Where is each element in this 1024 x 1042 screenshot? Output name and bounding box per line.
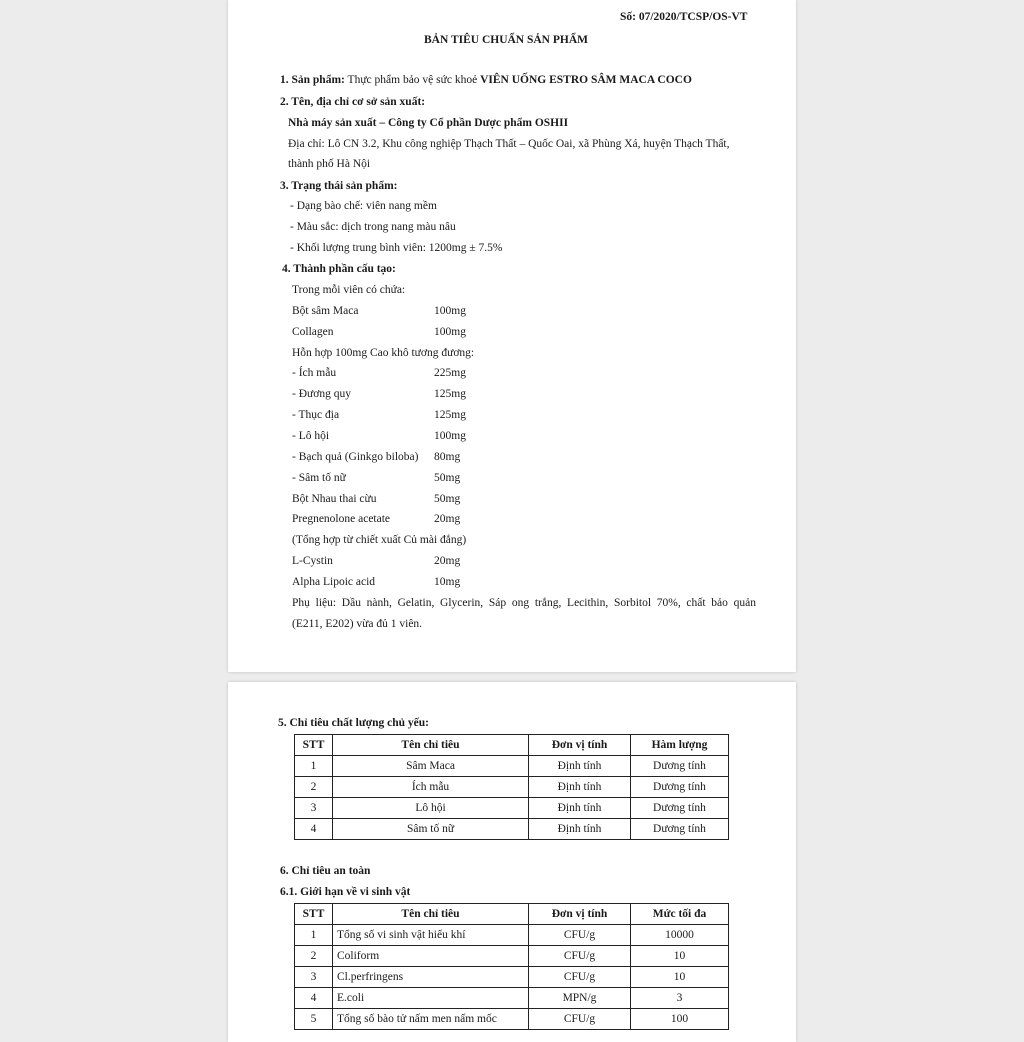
table-row xyxy=(295,946,729,967)
section-2-heading: 2. Tên, địa chỉ cơ sở sản xuất: xyxy=(280,96,426,108)
column-header: Mức tối đa xyxy=(631,904,729,925)
ingredient-amount: 225mg xyxy=(434,367,466,379)
table-cell: Định tính xyxy=(529,756,631,777)
table-cell: 10 xyxy=(631,967,729,988)
ingredient-amount: 50mg xyxy=(434,493,461,505)
ingredient-name: - Ích mẫu xyxy=(292,367,337,379)
table-row xyxy=(295,819,729,840)
table-cell: MPN/g xyxy=(529,988,631,1009)
column-header: Đơn vị tính xyxy=(529,735,631,756)
section-1-label: 1. Sản phẩm: xyxy=(280,74,345,86)
doc-title: BẢN TIÊU CHUẨN SẢN PHẨM xyxy=(424,34,588,46)
table-cell: 10 xyxy=(631,946,729,967)
table-cell: Sâm tố nữ xyxy=(333,819,529,840)
section-6-heading: 6. Chỉ tiêu an toàn xyxy=(280,865,371,877)
state-item: - Khối lượng trung bình viên: 1200mg ± 7.5% xyxy=(290,242,503,254)
table-cell: CFU/g xyxy=(529,1009,631,1030)
table-cell: Sâm Maca xyxy=(333,756,529,777)
table-row xyxy=(295,967,729,988)
table-cell: Định tính xyxy=(529,798,631,819)
table-header-row xyxy=(295,904,729,925)
ingredient-amount: 100mg xyxy=(434,430,466,442)
quality-table xyxy=(294,734,729,840)
table-cell: CFU/g xyxy=(529,946,631,967)
table-row xyxy=(295,1009,729,1030)
composition-intro: Trong mỗi viên có chứa: xyxy=(292,284,406,296)
ingredient-amount: 20mg xyxy=(434,513,461,525)
table-cell: Dương tính xyxy=(631,798,729,819)
column-header: Hàm lượng xyxy=(631,735,729,756)
ingredient-name: (Tổng hợp từ chiết xuất Củ mài đắng) xyxy=(292,534,467,546)
table-cell: Cl.perfringens xyxy=(333,967,529,988)
product-name: VIÊN UỐNG ESTRO SÂM MACA COCO xyxy=(480,74,692,86)
excipients-line-2: (E211, E202) vừa đủ 1 viên. xyxy=(292,618,423,630)
ingredient-amount: 20mg xyxy=(434,555,461,567)
table-cell: Dương tính xyxy=(631,819,729,840)
table-cell: CFU/g xyxy=(529,925,631,946)
ingredient-name: L-Cystin xyxy=(292,555,333,567)
ingredient-amount: 10mg xyxy=(434,576,461,588)
table-row xyxy=(295,798,729,819)
table-cell: 4 xyxy=(295,819,333,840)
ingredient-name: Hỗn hợp 100mg Cao khô tương đương: xyxy=(292,347,475,359)
table-cell: 3 xyxy=(631,988,729,1009)
ingredient-name: - Đương quy xyxy=(292,388,351,400)
ingredient-name: - Thục địa xyxy=(292,409,340,421)
table-cell: 2 xyxy=(295,946,333,967)
excipients-line-1: Phụ liệu: Dầu nành, Gelatin, Glycerin, Sáp ong trắng, Lecithin, Sorbitol 70%, chất bảo quản xyxy=(292,597,756,609)
ingredient-name: Collagen xyxy=(292,326,334,338)
factory-name: Nhà máy sản xuất – Công ty Cổ phần Dược phẩm OSHII xyxy=(288,117,569,129)
ingredient-name: - Sâm tố nữ xyxy=(292,472,346,484)
factory-address-line-2: thành phố Hà Nội xyxy=(288,158,371,170)
table-cell: Định tính xyxy=(529,819,631,840)
table-cell: E.coli xyxy=(333,988,529,1009)
section-3-heading: 3. Trạng thái sản phẩm: xyxy=(280,180,398,192)
table-cell: Tổng số bào tử nấm men nấm mốc xyxy=(333,1009,529,1030)
table-row xyxy=(295,777,729,798)
microbiology-table xyxy=(294,903,729,1030)
table-cell: Coliform xyxy=(333,946,529,967)
ingredient-name: Bột sâm Maca xyxy=(292,305,359,317)
column-header: STT xyxy=(295,904,333,925)
ingredient-name: - Lô hội xyxy=(292,430,330,442)
ingredient-amount: 125mg xyxy=(434,388,466,400)
table-cell: 3 xyxy=(295,967,333,988)
column-header: Tên chỉ tiêu xyxy=(333,904,529,925)
table-row xyxy=(295,756,729,777)
factory-address-line-1: Địa chỉ: Lô CN 3.2, Khu công nghiệp Thạch Thất – Quốc Oai, xã Phùng Xá, huyện Thạch Thất, xyxy=(288,138,730,150)
column-header: STT xyxy=(295,735,333,756)
ingredient-amount: 80mg xyxy=(434,451,461,463)
column-header: Tên chỉ tiêu xyxy=(333,735,529,756)
section-1-text: Thực phẩm bảo vệ sức khoẻ xyxy=(344,74,481,86)
ingredient-amount: 50mg xyxy=(434,472,461,484)
table-row xyxy=(295,988,729,1009)
ingredient-name: Bột Nhau thai cừu xyxy=(292,493,377,505)
table-row xyxy=(295,925,729,946)
ingredient-amount: 100mg xyxy=(434,305,466,317)
section-4-heading: 4. Thành phần cấu tạo: xyxy=(282,263,396,275)
document-page-2 xyxy=(228,682,796,1042)
table-cell: Lô hội xyxy=(333,798,529,819)
table-cell: 3 xyxy=(295,798,333,819)
section-1 xyxy=(280,73,692,87)
section-5-heading: 5. Chỉ tiêu chất lượng chủ yếu: xyxy=(278,717,429,729)
table-cell: 1 xyxy=(295,756,333,777)
table-header-row xyxy=(295,735,729,756)
table-cell: 10000 xyxy=(631,925,729,946)
table-cell: Dương tính xyxy=(631,756,729,777)
table-cell: 5 xyxy=(295,1009,333,1030)
table-cell: 2 xyxy=(295,777,333,798)
ingredient-amount: 100mg xyxy=(434,326,466,338)
table-cell: CFU/g xyxy=(529,967,631,988)
document-page-1 xyxy=(228,0,796,672)
ingredient-amount: 125mg xyxy=(434,409,466,421)
ingredient-name: - Bạch quả (Ginkgo biloba) xyxy=(292,451,419,463)
table-cell: 4 xyxy=(295,988,333,1009)
table-cell: 1 xyxy=(295,925,333,946)
table-cell: Tổng số vi sinh vật hiếu khí xyxy=(333,925,529,946)
state-item: - Màu sắc: dịch trong nang màu nâu xyxy=(290,221,456,233)
ingredient-name: Pregnenolone acetate xyxy=(292,513,391,525)
section-6-1-heading: 6.1. Giới hạn về vi sinh vật xyxy=(280,886,411,898)
ingredient-name: Alpha Lipoic acid xyxy=(292,576,376,588)
column-header: Đơn vị tính xyxy=(529,904,631,925)
table-cell: Ích mẫu xyxy=(333,777,529,798)
doc-number: Số: 07/2020/TCSP/OS-VT xyxy=(620,11,748,23)
table-cell: Định tính xyxy=(529,777,631,798)
table-cell: Dương tính xyxy=(631,777,729,798)
state-item: - Dạng bào chế: viên nang mềm xyxy=(290,200,437,212)
table-cell: 100 xyxy=(631,1009,729,1030)
